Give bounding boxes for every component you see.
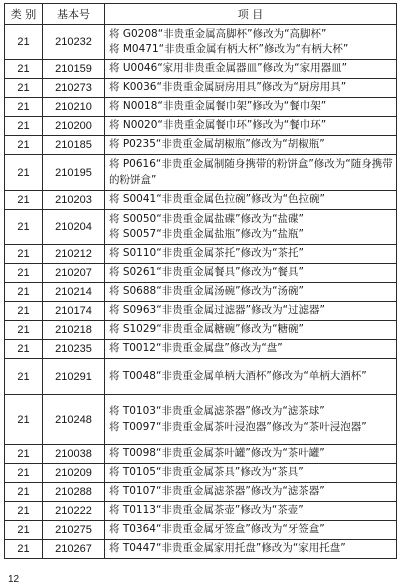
code-cell: 210200 bbox=[43, 117, 105, 136]
document-page bbox=[4, 3, 396, 559]
item-line: 将 G0208“非贵重金属高脚杯”修改为“高脚杯” bbox=[109, 27, 327, 40]
category-cell: 21 bbox=[5, 191, 43, 210]
table-row bbox=[5, 464, 397, 483]
category-cell: 21 bbox=[5, 359, 43, 395]
category-cell: 21 bbox=[5, 321, 43, 340]
item-line: 将 S0057“非贵重金属盐瓶”修改为“盐瓶” bbox=[109, 228, 304, 240]
item-cell bbox=[105, 117, 397, 136]
item-cell bbox=[105, 321, 397, 340]
code-cell: 210174 bbox=[43, 302, 105, 321]
code-cell: 210207 bbox=[43, 264, 105, 283]
table-row bbox=[5, 210, 397, 245]
item-cell bbox=[105, 540, 397, 559]
table-row bbox=[5, 98, 397, 117]
item-cell bbox=[105, 210, 397, 245]
code-cell: 210159 bbox=[43, 60, 105, 79]
code-cell: 210232 bbox=[43, 25, 105, 60]
category-cell: 21 bbox=[5, 483, 43, 502]
category-cell: 21 bbox=[5, 302, 43, 321]
item-line: 将 U0046“家用非贵重金属器皿”修改为“家用器皿” bbox=[109, 62, 348, 75]
item-line: 将 T0097“非贵重金属茶叶浸泡器”修改为“茶叶浸泡器” bbox=[109, 420, 367, 433]
item-line: 将 S0963“非贵重金属过滤器”修改为“过滤器” bbox=[109, 304, 325, 317]
item-cell bbox=[105, 245, 397, 264]
item-line: 将 T0103“非贵重金属滤茶器”修改为“滤茶球” bbox=[109, 405, 325, 417]
code-cell: 210222 bbox=[43, 502, 105, 521]
header-code: 基本号 bbox=[43, 4, 105, 25]
table-row bbox=[5, 395, 397, 445]
item-line: 将 S0261“非贵重金属餐具”修改为“餐具” bbox=[109, 266, 304, 279]
item-cell bbox=[105, 395, 397, 445]
item-cell bbox=[105, 445, 397, 464]
item-line: 将 T0447“非贵重金属家用托盘”修改为“家用托盘” bbox=[109, 542, 346, 555]
item-cell bbox=[105, 283, 397, 302]
item-line: 将 T0012“非贵重金属盘”修改为“盘” bbox=[109, 342, 283, 355]
code-cell: 210267 bbox=[43, 540, 105, 559]
code-cell: 210273 bbox=[43, 79, 105, 98]
code-cell: 210195 bbox=[43, 155, 105, 191]
header-item: 项 目 bbox=[105, 4, 397, 25]
code-cell: 210235 bbox=[43, 340, 105, 359]
code-cell: 210214 bbox=[43, 283, 105, 302]
item-line: 将 T0098“非贵重金属茶叶罐”修改为“茶叶罐” bbox=[109, 447, 325, 460]
category-cell: 21 bbox=[5, 340, 43, 359]
code-cell: 210209 bbox=[43, 464, 105, 483]
table-row bbox=[5, 60, 397, 79]
item-cell bbox=[105, 483, 397, 502]
category-cell: 21 bbox=[5, 117, 43, 136]
category-cell: 21 bbox=[5, 264, 43, 283]
category-cell: 21 bbox=[5, 210, 43, 245]
table-row bbox=[5, 283, 397, 302]
table-row bbox=[5, 340, 397, 359]
item-cell bbox=[105, 191, 397, 210]
item-line: 将 M0471“非贵重金属有柄大杯”修改为“有柄大杯” bbox=[109, 43, 349, 55]
table-row bbox=[5, 245, 397, 264]
code-cell: 210291 bbox=[43, 359, 105, 395]
item-line: 将 T0105“非贵重金属茶具”修改为“茶具” bbox=[109, 466, 304, 479]
header-category: 类 别 bbox=[5, 4, 43, 25]
item-cell bbox=[105, 79, 397, 98]
table-row bbox=[5, 25, 397, 60]
table-row bbox=[5, 540, 397, 559]
item-line: 将 S0041“非贵重金属色拉碗”修改为“色拉碗” bbox=[109, 193, 325, 206]
table-row bbox=[5, 155, 397, 191]
item-cell bbox=[105, 136, 397, 155]
item-line: 将 N0020“非贵重金属餐巾环”修改为“餐巾环” bbox=[109, 119, 327, 132]
category-cell: 21 bbox=[5, 245, 43, 264]
item-cell bbox=[105, 98, 397, 117]
item-line: 将 S0110“非贵重金属茶托”修改为“茶托” bbox=[109, 247, 304, 260]
item-line: 将 S1029“非贵重金属糖碗”修改为“糖碗” bbox=[109, 323, 304, 336]
header-row bbox=[5, 4, 397, 25]
item-cell bbox=[105, 155, 397, 191]
item-cell bbox=[105, 25, 397, 60]
item-cell bbox=[105, 340, 397, 359]
item-line: 将 P0616“非贵重金属制随身携带的粉饼盒”修改为“随身携带的粉饼盒” bbox=[109, 158, 393, 186]
code-cell: 210204 bbox=[43, 210, 105, 245]
item-line: 将 N0018“非贵重金属餐巾架”修改为“餐巾架” bbox=[109, 100, 327, 113]
item-cell bbox=[105, 302, 397, 321]
table-row bbox=[5, 136, 397, 155]
table-row bbox=[5, 302, 397, 321]
item-cell bbox=[105, 264, 397, 283]
table-row bbox=[5, 117, 397, 136]
code-cell: 210210 bbox=[43, 98, 105, 117]
code-cell: 210218 bbox=[43, 321, 105, 340]
category-cell: 21 bbox=[5, 464, 43, 483]
table-row bbox=[5, 79, 397, 98]
table-row bbox=[5, 502, 397, 521]
table-row bbox=[5, 445, 397, 464]
category-cell: 21 bbox=[5, 445, 43, 464]
category-cell: 21 bbox=[5, 395, 43, 445]
revision-table bbox=[4, 3, 397, 559]
table-row bbox=[5, 321, 397, 340]
code-cell: 210038 bbox=[43, 445, 105, 464]
item-line: 将 S0688“非贵重金属汤碗”修改为“汤碗” bbox=[109, 285, 304, 298]
item-cell bbox=[105, 359, 397, 395]
category-cell: 21 bbox=[5, 98, 43, 117]
category-cell: 21 bbox=[5, 283, 43, 302]
table-row bbox=[5, 264, 397, 283]
page-number: 12 bbox=[8, 574, 20, 585]
item-line: 将 T0048“非贵重金属单柄大酒杯”修改为“单柄大酒杯” bbox=[109, 369, 367, 382]
code-cell: 210288 bbox=[43, 483, 105, 502]
item-line: 将 S0050“非贵重金属盐碟”修改为“盐碟” bbox=[109, 212, 304, 225]
table-row bbox=[5, 359, 397, 395]
item-line: 将 T0113“非贵重金属茶壶”修改为“茶壶” bbox=[109, 504, 304, 517]
code-cell: 210212 bbox=[43, 245, 105, 264]
item-line: 将 P0235“非贵重金属胡椒瓶”修改为“胡椒瓶” bbox=[109, 138, 325, 151]
table-row bbox=[5, 521, 397, 540]
category-cell: 21 bbox=[5, 79, 43, 98]
item-cell bbox=[105, 521, 397, 540]
code-cell: 210203 bbox=[43, 191, 105, 210]
category-cell: 21 bbox=[5, 502, 43, 521]
item-line: 将 T0107“非贵重金属滤茶器”修改为“滤茶器” bbox=[109, 485, 325, 498]
item-line: 将 T0364“非贵重金属牙签盒”修改为“牙签盒” bbox=[109, 523, 325, 536]
code-cell: 210248 bbox=[43, 395, 105, 445]
item-cell bbox=[105, 502, 397, 521]
category-cell: 21 bbox=[5, 155, 43, 191]
category-cell: 21 bbox=[5, 521, 43, 540]
category-cell: 21 bbox=[5, 540, 43, 559]
table-body bbox=[5, 25, 397, 559]
item-cell bbox=[105, 60, 397, 79]
category-cell: 21 bbox=[5, 60, 43, 79]
item-cell bbox=[105, 464, 397, 483]
category-cell: 21 bbox=[5, 136, 43, 155]
table-row bbox=[5, 191, 397, 210]
category-cell: 21 bbox=[5, 25, 43, 60]
item-line: 将 K0036“非贵重金属厨房用具”修改为“厨房用具” bbox=[109, 81, 347, 94]
code-cell: 210275 bbox=[43, 521, 105, 540]
code-cell: 210185 bbox=[43, 136, 105, 155]
table-row bbox=[5, 483, 397, 502]
